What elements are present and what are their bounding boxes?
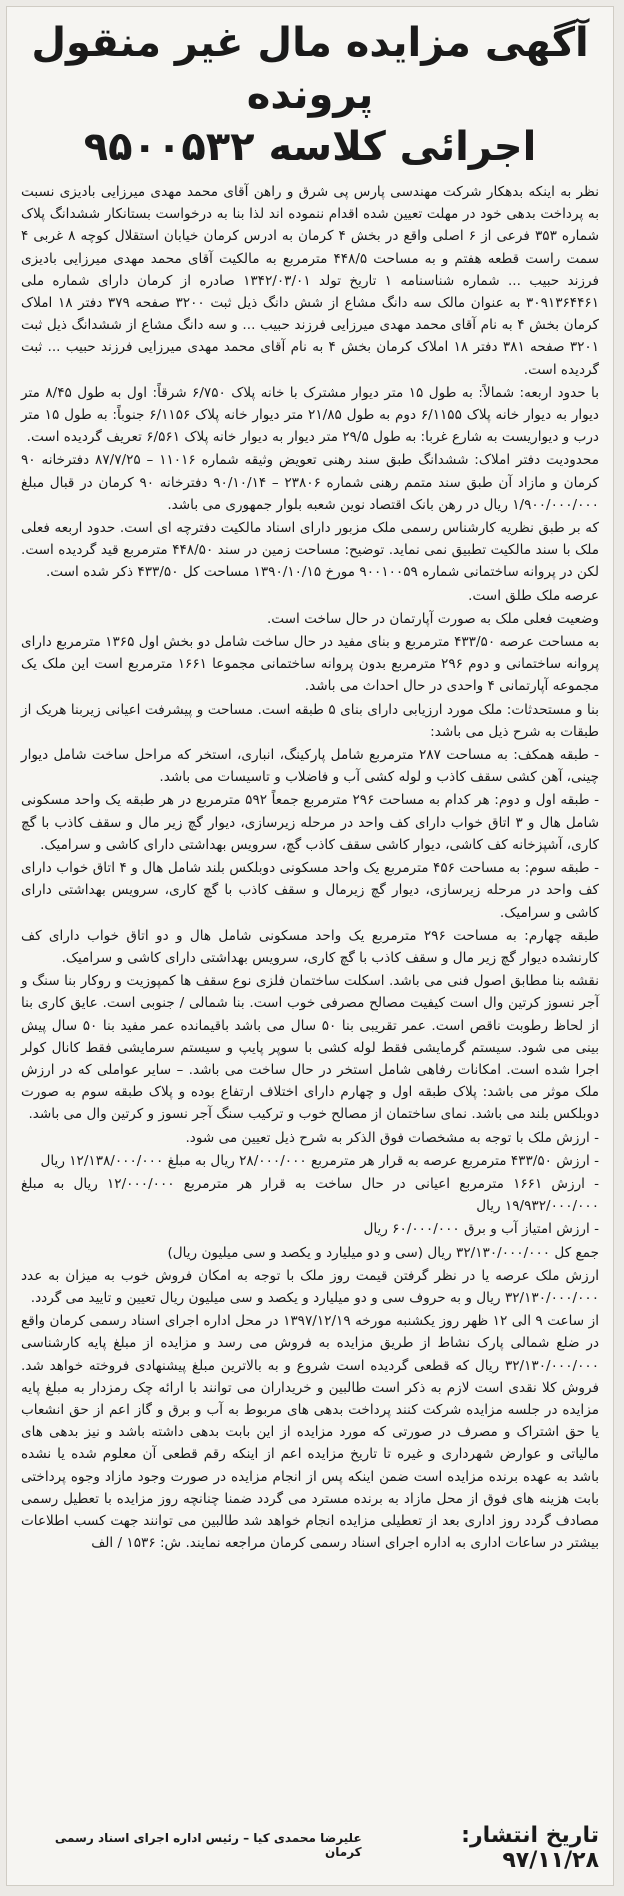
paragraph-total: جمع کل ۳۲/۱۳۰/۰۰۰/۰۰۰ ریال (سی و دو میلیارد و یکصد و سی میلیون ریال) bbox=[167, 1244, 599, 1261]
paragraph-auction-terms: از ساعت ۹ الی ۱۲ ظهر روز یکشنبه مورخه ۱۳۹۷/۱۲/۱۹ در محل اداره اجرای اسناد رسمی کرمان واقع در ضلع شمالی پارک نشاط از طریق مزایده به فروش می رسد و مزایده از مبلغ پایه کارشناسی ۳۲/۱۳۰/۰۰۰/۰۰۰ ریال که قطعی گردیده است شروع و به بالاترین مبلغ پیشنهادی فروخته خواهد شد. فروش کلا نقدی است لازم به ذکر است طالبین و خریداران می توانند با ارائه چک رمزدار به مبلغ پایه مزایده در جلسه مزایده شرکت کنند پرداخت بدهی های مربوط به آب و برق و گاز اعم از حق انشعاب یا حق اشتراک و مصرف در صورتی که مورد مزایده از این بابت بدهی داشته باشد و نیز بدهی های مالیاتی و عوارض شهرداری و غیره تا تاریخ مزایده اعم از اینکه رقم قطعی آن معلوم شده یا نشده باشد به عهده برنده مزایده است ضمن اینکه پس از انجام مزایده در صورت وجود مازاد وجوه پرداختی بابت هزینه های فوق از محل مازاد به برنده مسترد می گردد ضمنا چنانچه روز مزایده با تعطیل رسمی مصادف گردد روز اداری بعد از تعطیلی مزایده انجام خواهد شد طالبین می توانند جهت کسب اطلاعات بیشتر در ساعات اداری به اداره اجرای اسناد رسمی کرمان مراجعه نمایند. ش: ۱۵۳۶ / الف bbox=[21, 1313, 599, 1552]
paragraph-building-value: - ارزش ۱۶۶۱ مترمربع اعیانی در حال ساخت به قرار هر مترمربع ۱۲/۰۰۰/۰۰۰ ریال به مبلغ ۱۹/۹۳۲/۰۰۰/۰۰۰ ریال bbox=[21, 1175, 599, 1215]
publish-date: تاریخ انتشار: ۹۷/۱۱/۲۸ bbox=[461, 1823, 599, 1873]
paragraph-intro: نظر به اینکه بدهکار شرکت مهندسی پارس پی شرق و راهن آقای محمد مهدی میرزایی بادیزی نسبت به پرداخت بدهی خود در مهلت تعیین شده اقدام ننموده اند لذا بنا به درخواست بستانکار ششدانگ پلاک شماره ۳۵۳ فرعی از ۶ اصلی واقع در بخش ۴ کرمان به ادرس کرمان خیابان استقلال کوچه ۸ غربی ۴ سمت راست قطعه هفتم و به مساحت ۴۴۸/۵ مترمربع به مالکیت آقای محمد مهدی میرزایی بادیزی فرزند حبیب ... شماره شناسنامه ۱ تاریخ تولد ۱۳۴۲/۰۳/۰۱ صادره از کرمان دارای شماره ملی ۳۰۹۱۳۶۴۴۶۱ به عنوان مالک سه دانگ مشاع از شش دانگ ذیل ثبت ۳۲۰۰ صفحه ۳۷۹ دفتر ۱۸ املاک کرمان بخش ۴ به نام آقای محمد مهدی میرزایی فرزند حبیب ... و سه دانگ مشاع از ششدانگ ذیل ثبت ۳۲۰۱ صفحه ۳۸۱ دفتر ۱۸ املاک کرمان بخش ۴ به نام آقای محمد مهدی میرزایی فرزند حبیب ... ثبت گردیده است. bbox=[21, 184, 600, 378]
paragraph-building-details: نقشه بنا مطابق اصول فنی می باشد. اسکلت ساختمان فلزی نوع سقف ها کمپوزیت و روکار بنا سنگ و آجر نسوز کرتین وال است کیفیت مصالح مصرفی خوب است. بنا شمالی / جنوبی است. عایق کاری بنا از لحاظ رطوبت ناقص است. عمر تقریبی بنا ۵۰ سال می باشد باقیمانده عمر مفید بنا ۵۰ سال پیش بینی می شود. سیستم گرمایشی فقط لوله کشی با سوپر پایپ و سیستم سرمایشی فقط کانال کولر اجرا شده است. امکانات رفاهی شامل استخر در حال ساخت می باشد. – سایر عواملی که در ارزش ملک موثر می باشد: پلاک طبقه اول و چهارم دارای اختلاف ارتفاع بوده و پلاک طبقه سوم به صورت دوبلکس بلند می باشد. نمای ساختمان از مصالح خوب و ترکیب سنگ آجر نسوز و کرتین وال می باشد. bbox=[21, 973, 599, 1123]
paragraph-expert-opinion: که بر طبق نظریه کارشناس رسمی ملک مزبور دارای اسناد مالکیت دفترچه ای است. حدود اربعه فعلی ملک با سند مالکیت تطبیق نمی نماید. توضیح: مساحت زمین در سند ۴۴۸/۵۰ مترمربع قید گردیده است. لکن در پروانه ساختمانی شماره ۹۰۰۱۰۰۵۹ مورخ ۱۳۹۰/۱۰/۱۵ مساحت کل ۴۳۳/۵۰ ذکر شده است. bbox=[21, 520, 600, 581]
paragraph-registry-restrictions: محدودیت دفتر املاک: ششدانگ طبق سند رهنی تعویض وثیقه شماره ۱۱۰۱۶ – ۸۷/۷/۲۵ دفترخانه ۹۰ کرمان و مازاد آن طبق سند متمم رهنی شماره ۲۳۸۰۶ – ۹۰/۱۰/۱۴ دفترخانه ۹۰ کرمان در قبال مبلغ ۱/۹۰۰/۰۰۰/۰۰۰ ریال در رهن بانک اقتصاد نوین شعبه بلوار جمهوری می باشد. bbox=[21, 452, 599, 513]
paragraph-valuation-intro: - ارزش ملک با توجه به مشخصات فوق الذکر به شرح ذیل تعیین می شود. bbox=[185, 1129, 599, 1146]
paragraph-area: به مساحت عرصه ۴۳۳/۵۰ مترمربع و بنای مفید در حال ساخت شامل دو بخش اول ۱۳۶۵ مترمربع دارای پروانه ساختمانی و دوم ۲۹۶ مترمربع بدون پروانه ساختمانی مجموعا ۱۶۶۱ مترمربع است این ملک یک مجموعه آپارتمانی ۴ واحدی در حال احداث می باشد. bbox=[21, 634, 600, 695]
paragraph-fourth-floor: طبقه چهارم: به مساحت ۲۹۶ مترمربع یک واحد مسکونی شامل هال و دو اتاق خواب دارای کف کارنشده دیوار گچ زیر مال و سقف کاذب با گچ کاری، سرویس بهداشتی دارای کاشی و سرامیک. bbox=[21, 927, 599, 966]
paragraph-ground-floor: - طبقه همکف: به مساحت ۲۸۷ مترمربع شامل پارکینگ، انباری، استخر که مراحل ساخت شامل دیوار چینی، آهن کشی سقف کاذب و لوله کشی آب و فاضلاب و تاسیسات می باشد. bbox=[21, 747, 599, 786]
signature: علیرضا محمدی کیا – رئیس اداره اجرای اسناد رسمی کرمان bbox=[54, 1831, 362, 1859]
newspaper-notice bbox=[6, 6, 614, 1886]
notice-title: آگهی مزایده مال غیر منقول پرونده bbox=[31, 20, 589, 118]
notice-footer bbox=[21, 1823, 599, 1873]
notice-subtitle: اجرائی کلاسه ۹۵۰۰۵۳۲ bbox=[83, 124, 537, 170]
paragraph-utilities-value: - ارزش امتیاز آب و برق ۶۰/۰۰۰/۰۰۰ ریال bbox=[363, 1221, 599, 1238]
notice-body bbox=[21, 181, 599, 1554]
paragraph-building-intro: بنا و مستحدثات: ملک مورد ارزیابی دارای بنای ۵ طبقه است. مساحت و پیشرفت اعیانی زیربنا هریک از طبقات به شرح ذیل می باشد: bbox=[21, 701, 599, 740]
paragraph-current-status: وضعیت فعلی ملک به صورت آپارتمان در حال ساخت است. bbox=[266, 610, 599, 627]
paragraph-first-second-floor: - طبقه اول و دوم: هر کدام به مساحت ۲۹۶ مترمربع جمعاً ۵۹۲ مترمربع در هر طبقه یک واحد مسکونی شامل هال و ۳ اتاق خواب دارای کف واحد در مرحله زیرسازی، دیوار گچ زیر مال و سقف کاذب با گچ کاری، آشپزخانه کف کاشی، دیوار کاشی سقف کاذب گچ، سرویس بهداشتی دارای کاشی و سرامیک. bbox=[21, 792, 600, 853]
paragraph-land-status: عرصه ملک طلق است. bbox=[468, 587, 599, 604]
paragraph-third-floor: - طبقه سوم: به مساحت ۴۵۶ مترمربع یک واحد مسکونی دوبلکس بلند شامل هال و ۴ اتاق خواب دارای کف واحد در مرحله زیرسازی، دیوار گچ زیرمال و سقف کاذب با گچ کاری، سرویس بهداشتی دارای کاشی و سرامیک. bbox=[21, 860, 599, 921]
paragraph-land-value: - ارزش ۴۳۳/۵۰ مترمربع عرصه به قرار هر مترمربع ۲۸/۰۰۰/۰۰۰ ریال به مبلغ ۱۲/۱۳۸/۰۰۰/۰۰۰ ریال bbox=[40, 1152, 599, 1169]
paragraph-final-value: ارزش ملک عرصه یا در نظر گرفتن قیمت روز ملک با توجه به امکان فروش خوب به میزان به عدد ۳۲/۱۳۰/۰۰۰/۰۰۰ ریال و به حروف سی و دو میلیارد و یکصد و سی میلیون ریال تعیین و تایید می گردد. bbox=[21, 1267, 599, 1306]
paragraph-boundaries: با حدود اربعه: شمالاً: به طول ۱۵ متر دیوار مشترک با خانه پلاک ۶/۷۵۰ شرقاً: اول به طول ۸/۴۵ متر دیوار به دیوار خانه پلاک ۶/۱۱۵۵ دوم به طول ۲۱/۸۵ متر دیوار خانه پلاک ۶/۱۱۵۶ جنوباً: به طول ۱۵ متر درب و دیواریست به شارع غربا: به طول ۲۹/۵ متر دیوار به دیوار خانه پلاک ۶/۵۶۱ تعریف گردیده است. bbox=[21, 384, 599, 446]
